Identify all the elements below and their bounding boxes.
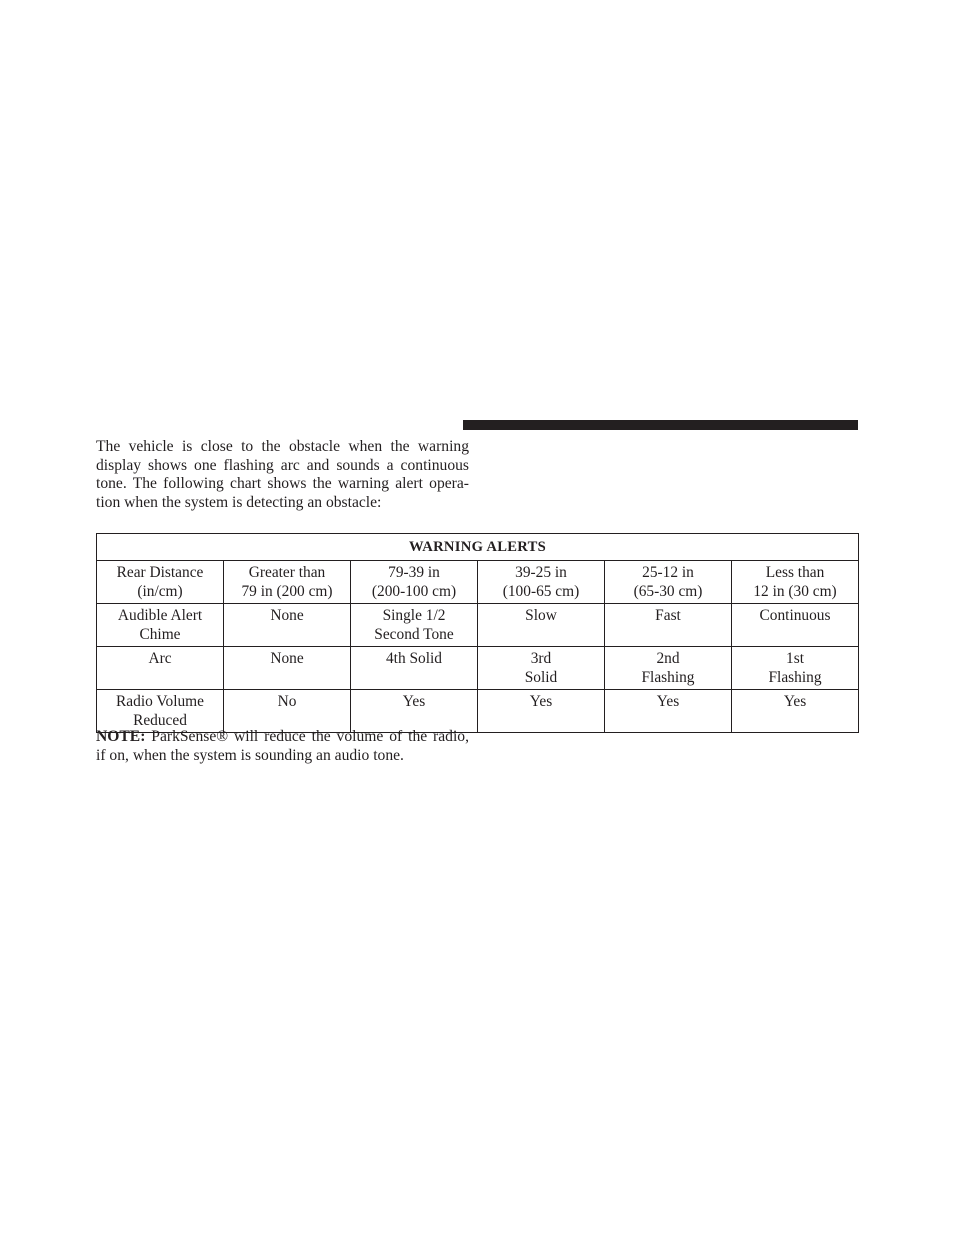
table-cell	[732, 647, 859, 690]
table-body	[97, 561, 859, 733]
table-row-rear-distance	[97, 561, 859, 604]
cell-line: Less than	[765, 564, 825, 581]
cell-line: Yes	[402, 693, 426, 710]
cell-line: (in/cm)	[137, 583, 183, 600]
table-cell	[732, 690, 859, 733]
table-cell	[97, 604, 224, 647]
intro-paragraph	[96, 438, 469, 512]
cell-line: 1st	[786, 650, 804, 667]
table-cell	[351, 647, 478, 690]
table-cell	[605, 647, 732, 690]
cell-line: Yes	[529, 693, 553, 710]
cell-line: Arc	[148, 650, 172, 667]
cell-line: Fast	[655, 607, 681, 624]
cell-line: 39-25 in	[515, 564, 567, 581]
cell-line: 4th Solid	[385, 650, 443, 667]
note-label: NOTE:	[96, 728, 146, 745]
cell-line: Continuous	[759, 607, 831, 624]
cell-line: (100-65 cm)	[502, 583, 580, 600]
section-header-bar	[463, 420, 858, 430]
table-cell	[478, 690, 605, 733]
cell-line: No	[277, 693, 297, 710]
cell-line: Yes	[783, 693, 807, 710]
cell-line: Reduced	[133, 712, 187, 729]
table-cell	[224, 604, 351, 647]
intro-line: tion when the system is detecting an obstacle:	[96, 493, 382, 511]
cell-line: Single 1/2	[382, 607, 446, 624]
cell-line: Second Tone	[374, 626, 454, 643]
intro-line: The vehicle is close to the obstacle when the warning	[96, 438, 469, 455]
warning-alerts-table	[96, 533, 859, 733]
note-line: if on, when the system is sounding an audio tone.	[96, 747, 404, 764]
cell-line: 3rd	[530, 650, 552, 667]
cell-line: 79 in (200 cm)	[241, 583, 333, 600]
cell-line: Rear Distance	[116, 564, 204, 581]
table-cell	[478, 604, 605, 647]
table-cell	[732, 561, 859, 604]
table-cell	[605, 604, 732, 647]
cell-line: 25-12 in	[642, 564, 694, 581]
cell-line: Flashing	[641, 669, 695, 686]
cell-line: Radio Volume	[116, 693, 204, 710]
table-row-audible-alert	[97, 604, 859, 647]
cell-line: None	[270, 650, 304, 667]
cell-line: Greater than	[248, 564, 326, 581]
cell-line: Solid	[524, 669, 558, 686]
cell-line: 2nd	[656, 650, 680, 667]
table-cell	[224, 647, 351, 690]
table-cell	[478, 647, 605, 690]
table-title: WARNING ALERTS	[97, 534, 859, 561]
cell-line: None	[270, 607, 304, 624]
table-cell	[605, 690, 732, 733]
cell-line: Slow	[525, 607, 557, 624]
note-line	[96, 727, 469, 746]
cell-line: Audible Alert	[117, 607, 203, 624]
table-cell	[732, 604, 859, 647]
table-cell	[97, 561, 224, 604]
table-cell	[351, 561, 478, 604]
cell-line: 79-39 in	[388, 564, 440, 581]
table-cell	[97, 647, 224, 690]
cell-line: (65-30 cm)	[633, 583, 703, 600]
cell-line: Chime	[139, 626, 181, 643]
note-paragraph	[96, 727, 469, 765]
table-row-arc	[97, 647, 859, 690]
intro-line: display shows one flashing arc and sounds a continuous	[96, 456, 469, 474]
table-cell	[605, 561, 732, 604]
cell-line: 12 in (30 cm)	[753, 583, 837, 600]
table-cell	[351, 604, 478, 647]
table-cell	[478, 561, 605, 604]
intro-line: tone. The following chart shows the warning alert opera-	[96, 475, 469, 493]
cell-line: (200-100 cm)	[371, 583, 457, 600]
note-text: ParkSense® will reduce the volume of the radio,	[151, 728, 469, 745]
cell-line: Yes	[656, 693, 680, 710]
cell-line: Flashing	[768, 669, 822, 686]
table-cell	[224, 561, 351, 604]
